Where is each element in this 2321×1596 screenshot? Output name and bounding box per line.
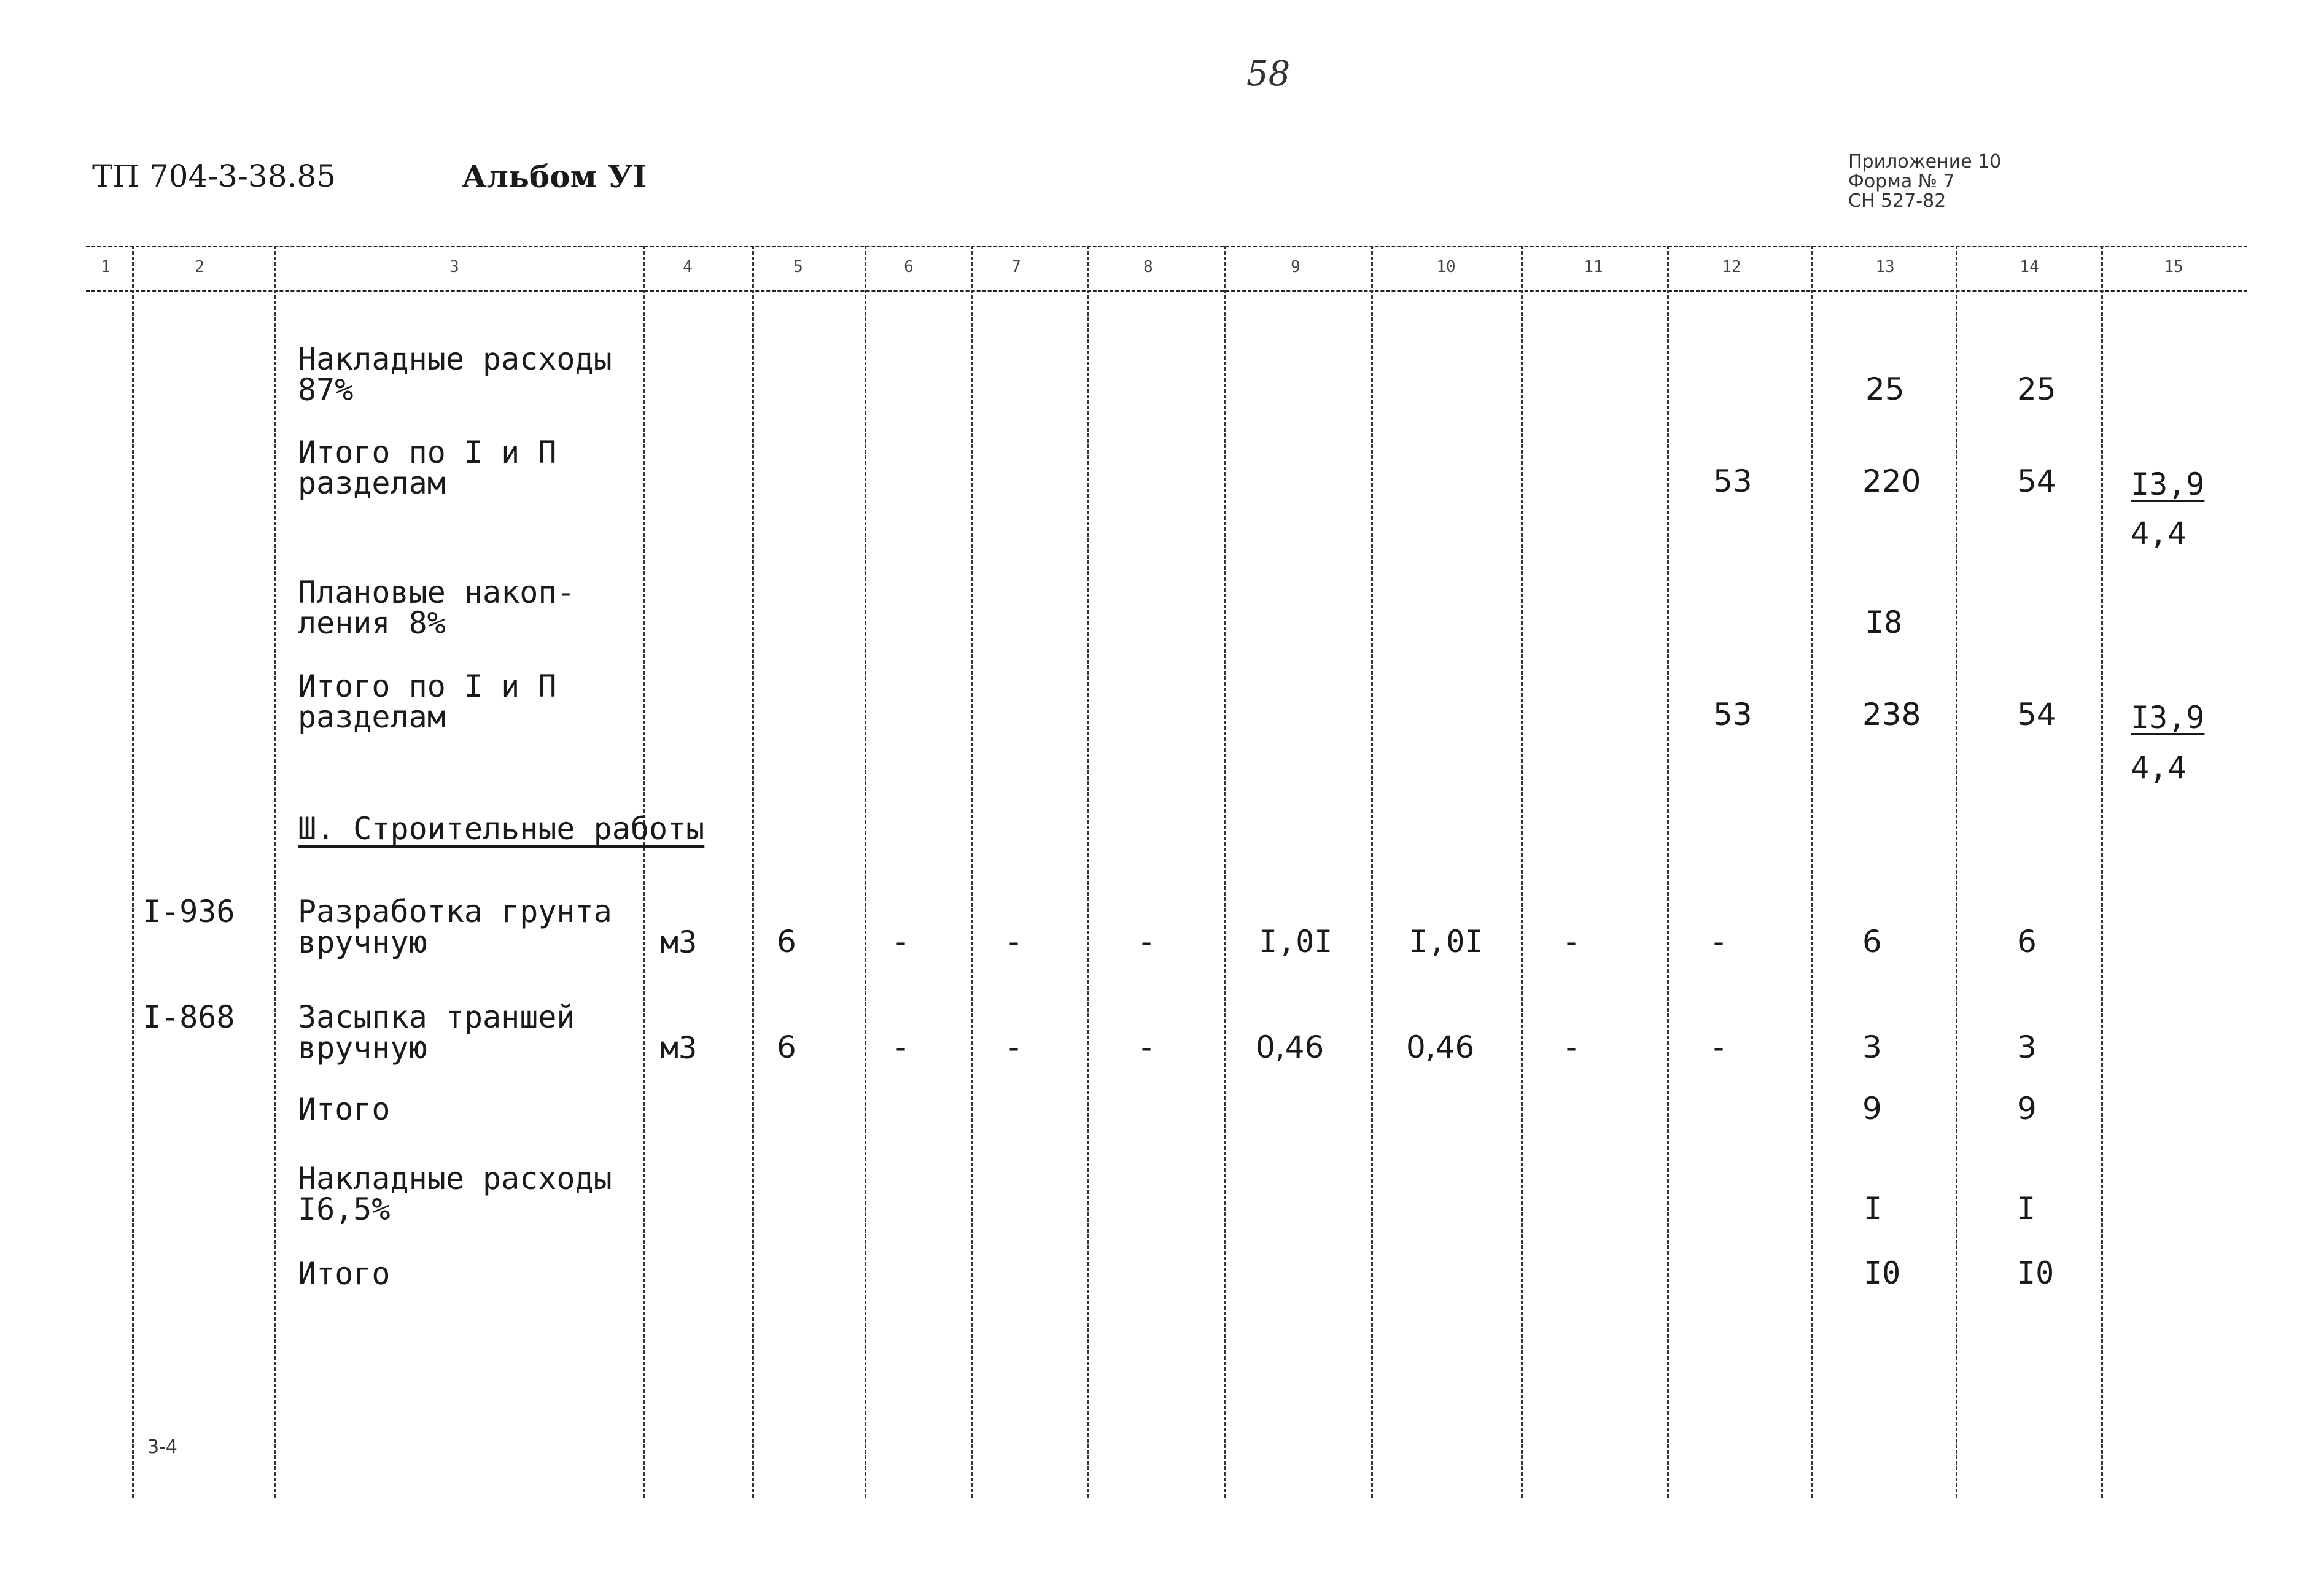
cell-col12: 53 — [1713, 697, 1752, 732]
cell-col13: 9 — [1862, 1091, 1882, 1126]
cell-col8: - — [1141, 924, 1153, 959]
stamp-line: Приложение 10 — [1848, 151, 2002, 172]
cell-col9: I,0I — [1259, 924, 1333, 959]
item-description: вручную — [298, 1030, 427, 1066]
document-code: ТП 704-3-38.85 — [92, 158, 336, 194]
item-description: Итого — [298, 1091, 391, 1127]
cell-col12: - — [1713, 924, 1725, 959]
item-description: ления 8% — [298, 605, 446, 641]
cell-col13: 238 — [1862, 697, 1921, 732]
column-divider — [1521, 246, 1523, 1498]
stamp-line: Форма № 7 — [1848, 171, 1955, 192]
cell-col15-bottom: 4,4 — [2131, 516, 2187, 551]
item-description: Накладные расходы — [298, 1161, 612, 1196]
column-header: 14 — [2020, 258, 2039, 276]
item-description: разделам — [298, 699, 446, 735]
cell-col13: I8 — [1865, 605, 1903, 640]
cell-col13: 6 — [1862, 924, 1882, 959]
table-top-rule — [86, 246, 2247, 247]
column-header: 1 — [101, 258, 111, 276]
cell-unit: м3 — [660, 924, 698, 960]
section-heading: Ш. Строительные работы — [298, 811, 705, 846]
cell-col10: 0,46 — [1406, 1029, 1475, 1065]
column-divider — [643, 246, 645, 1498]
cell-col14: 54 — [2017, 697, 2056, 732]
cell-col13: I0 — [1864, 1255, 1901, 1291]
item-code: I-868 — [142, 999, 235, 1035]
item-code: I-936 — [142, 894, 235, 929]
cell-col15-bottom: 4,4 — [2131, 750, 2187, 786]
item-description: Накладные расходы — [298, 341, 612, 377]
column-divider — [1371, 246, 1373, 1498]
column-divider — [1224, 246, 1226, 1498]
column-header: 8 — [1143, 258, 1153, 276]
cell-col13: I — [1864, 1191, 1883, 1226]
cell-col10: I,0I — [1409, 924, 1483, 959]
column-header: 2 — [195, 258, 204, 276]
column-header: 7 — [1011, 258, 1021, 276]
column-header: 9 — [1291, 258, 1300, 276]
cell-col6: - — [895, 1029, 907, 1065]
cell-col12: - — [1713, 1029, 1725, 1065]
cell-col13: 3 — [1862, 1029, 1882, 1065]
cell-col5: 6 — [777, 924, 796, 959]
column-header: 13 — [1875, 258, 1895, 276]
page-number: 58 — [1246, 54, 1291, 94]
cell-col14: I — [2017, 1191, 2036, 1226]
item-description: I6,5% — [298, 1191, 391, 1227]
table-header-rule — [86, 290, 2247, 292]
cell-col14: 3 — [2017, 1029, 2037, 1065]
column-header: 10 — [1436, 258, 1456, 276]
item-description: Итого по I и П — [298, 668, 557, 704]
cell-col11: - — [1566, 1029, 1577, 1065]
cell-unit: м3 — [660, 1030, 698, 1066]
cell-col14: 9 — [2017, 1091, 2037, 1126]
column-divider — [274, 246, 276, 1498]
cell-col6: - — [895, 924, 907, 959]
column-divider — [1667, 246, 1669, 1498]
column-divider — [1811, 246, 1813, 1498]
column-header: 11 — [1584, 258, 1603, 276]
column-divider — [752, 246, 754, 1498]
item-description: Разработка грунта — [298, 894, 612, 929]
item-description: разделам — [298, 465, 446, 501]
item-description: Засыпка траншей — [298, 999, 575, 1035]
cell-col15-top: I3,9 — [2131, 467, 2205, 502]
cell-col7: - — [1008, 1029, 1020, 1065]
form-stamp — [1848, 152, 2001, 211]
cell-col12: 53 — [1713, 463, 1752, 499]
cell-col14: 54 — [2017, 463, 2056, 499]
item-description: вручную — [298, 924, 427, 960]
column-divider — [1087, 246, 1089, 1498]
cell-col7: - — [1008, 924, 1020, 959]
column-divider — [2101, 246, 2103, 1498]
cell-col13: 220 — [1862, 463, 1921, 499]
cell-col9: 0,46 — [1256, 1029, 1324, 1065]
cell-col14: I0 — [2017, 1255, 2055, 1291]
column-header: 3 — [449, 258, 459, 276]
column-divider — [132, 246, 134, 1498]
item-description: Итого — [298, 1256, 391, 1292]
item-description: Плановые накоп- — [298, 575, 575, 610]
item-description: 87% — [298, 372, 354, 408]
footer-mark: 3-4 — [147, 1436, 177, 1458]
column-divider — [865, 246, 866, 1498]
cell-col13: 25 — [1865, 371, 1905, 407]
column-divider — [971, 246, 973, 1498]
cell-col8: - — [1141, 1029, 1153, 1065]
column-header: 5 — [793, 258, 803, 276]
album-title: Альбом УI — [462, 158, 647, 195]
column-header: 12 — [1722, 258, 1741, 276]
cell-col5: 6 — [777, 1029, 796, 1065]
column-header: 15 — [2164, 258, 2183, 276]
column-header: 6 — [904, 258, 914, 276]
stamp-line: СН 527-82 — [1848, 190, 1946, 212]
cell-col14: 25 — [2017, 371, 2056, 407]
column-divider — [1956, 246, 1957, 1498]
cell-col14: 6 — [2017, 924, 2037, 959]
cell-col11: - — [1566, 924, 1577, 959]
item-description: Итого по I и П — [298, 435, 557, 470]
column-header: 4 — [683, 258, 693, 276]
cell-col15-top: I3,9 — [2131, 700, 2205, 735]
